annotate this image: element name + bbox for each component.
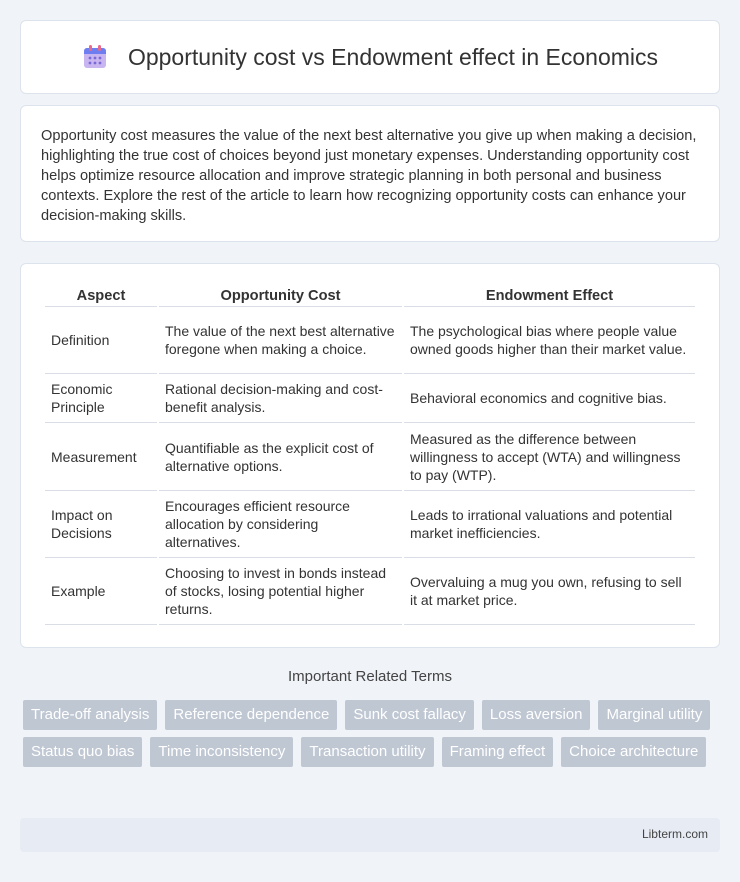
header-card [20,20,720,94]
table-row [45,423,695,491]
tag-framing-effect[interactable]: Framing effect [442,737,554,767]
aspect-cell: Example [45,558,157,625]
footer [20,818,720,852]
tag-marginal-utility[interactable]: Marginal utility [598,700,710,730]
table-row [45,374,695,423]
related-terms-list [23,700,723,767]
opportunity-cost-cell: Quantifiable as the explicit cost of alternative options. [159,423,402,491]
tag-time-inconsistency[interactable]: Time inconsistency [150,737,293,767]
table-header-row [45,284,695,307]
opportunity-cost-cell: The value of the next best alternative foregone when making a choice. [159,307,402,374]
aspect-cell: Measurement [45,423,157,491]
table-row [45,558,695,625]
endowment-effect-cell: Measured as the difference between willingness to accept (WTA) and willingness to pay (WTP). [404,423,695,491]
column-header-opportunity-cost: Opportunity Cost [159,284,402,307]
calendar-icon [82,44,108,70]
table-row [45,307,695,374]
tag-trade-off-analysis[interactable]: Trade-off analysis [23,700,157,730]
tag-status-quo-bias[interactable]: Status quo bias [23,737,142,767]
intro-text: Opportunity cost measures the value of the next best alternative you give up when making a decision, highlighting the true cost of choices beyond just monetary expenses. Understanding opportunity cost helps optimize resource allocation and improve strategic planning in both personal and business contexts. Explore the rest of the article to learn how recognizing opportunity costs can enhance your decision-making skills. [41,128,697,224]
page-title: Opportunity cost vs Endowment effect in Economics [127,43,659,70]
comparison-table-card [20,263,720,648]
footer-site-link[interactable]: Libterm.com [641,827,708,841]
endowment-effect-cell: Leads to irrational valuations and potential market inefficiencies. [404,491,695,558]
tag-choice-architecture[interactable]: Choice architecture [561,737,706,767]
aspect-cell: Definition [45,307,157,374]
table-row [45,491,695,558]
tag-sunk-cost-fallacy[interactable]: Sunk cost fallacy [345,700,474,730]
endowment-effect-cell: Overvaluing a mug you own, refusing to sell it at market price. [404,558,695,625]
column-header-aspect: Aspect [45,284,157,307]
opportunity-cost-cell: Rational decision-making and cost-benefit analysis. [159,374,402,423]
aspect-cell: Economic Principle [45,374,157,423]
related-terms-title: Important Related Terms [288,668,452,685]
intro-card [20,105,720,242]
endowment-effect-cell: The psychological bias where people value owned goods higher than their market value. [404,307,695,374]
endowment-effect-cell: Behavioral economics and cognitive bias. [404,374,695,423]
tag-loss-aversion[interactable]: Loss aversion [482,700,591,730]
column-header-endowment-effect: Endowment Effect [404,284,695,307]
aspect-cell: Impact on Decisions [45,491,157,558]
tag-reference-dependence[interactable]: Reference dependence [165,700,337,730]
opportunity-cost-cell: Choosing to invest in bonds instead of stocks, losing potential higher returns. [159,558,402,625]
comparison-table [43,284,697,625]
tag-transaction-utility[interactable]: Transaction utility [301,737,433,767]
opportunity-cost-cell: Encourages efficient resource allocation by considering alternatives. [159,491,402,558]
